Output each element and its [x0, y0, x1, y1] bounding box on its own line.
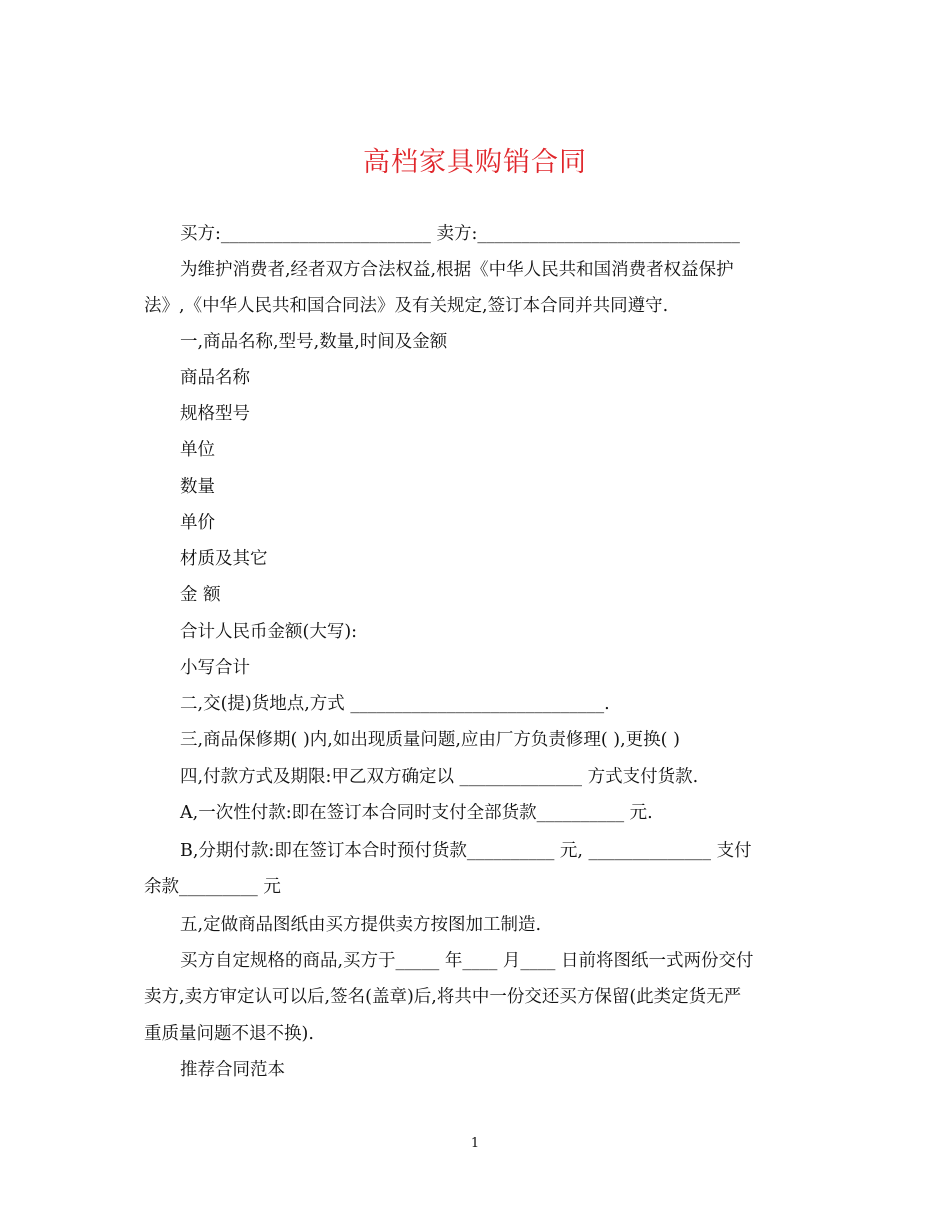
- payment-option-b-cont: 余款_________ 元: [144, 877, 281, 897]
- field-material: 材质及其它: [180, 549, 268, 569]
- document-title: 高档家具购销合同: [363, 147, 587, 178]
- field-product-name: 商品名称: [180, 368, 250, 388]
- section-3-warranty: 三,商品保修期( )内,如出现质量问题,应由厂方负责修理( ),更换( ): [180, 730, 680, 750]
- field-unit-price: 单价: [180, 513, 215, 533]
- recommended-template: 推荐合同范本: [180, 1060, 285, 1080]
- drawings-line-2: 卖方,卖方审定认可以后,签名(盖章)后,将共中一份交还买方保留(此类定货无严: [144, 987, 742, 1007]
- section-4-payment: 四,付款方式及期限:甲乙双方确定以 ______________ 方式支付货款.: [180, 767, 699, 787]
- section-5-drawings: 五,定做商品图纸由买方提供卖方按图加工制造.: [180, 915, 542, 935]
- section-1-heading: 一,商品名称,型号,数量,时间及金额: [180, 332, 448, 352]
- field-unit: 单位: [180, 440, 215, 460]
- payment-option-a: A,一次性付款:即在签订本合同时支付全部货款__________ 元.: [180, 803, 653, 823]
- drawings-line-3: 重质量问题不退不换).: [144, 1024, 314, 1044]
- field-model: 规格型号: [180, 404, 250, 424]
- drawings-line-1: 买方自定规格的商品,买方于_____ 年____ 月____ 日前将图纸一式两份交付: [180, 951, 754, 971]
- page-number: 1: [470, 1136, 480, 1151]
- preamble-line-1: 为维护消费者,经者双方合法权益,根据《中华人民共和国消费者权益保护: [180, 260, 734, 280]
- buyer-seller-line: 买方:________________________ 卖方:______________________________: [180, 224, 740, 244]
- field-total-uppercase: 合计人民币金额(大写):: [180, 622, 358, 642]
- payment-option-b: B,分期付款:即在签订本合时预付货款__________ 元, ______________ 支付: [180, 841, 752, 861]
- field-amount: 金 额: [180, 585, 221, 605]
- preamble-line-2: 法》,《中华人民共和国合同法》及有关规定,签订本合同并共同遵守.: [144, 296, 669, 316]
- section-2-delivery: 二,交(提)货地点,方式 _____________________________.: [180, 694, 610, 714]
- field-quantity: 数量: [180, 477, 215, 497]
- field-total-lowercase: 小写合计: [180, 658, 250, 678]
